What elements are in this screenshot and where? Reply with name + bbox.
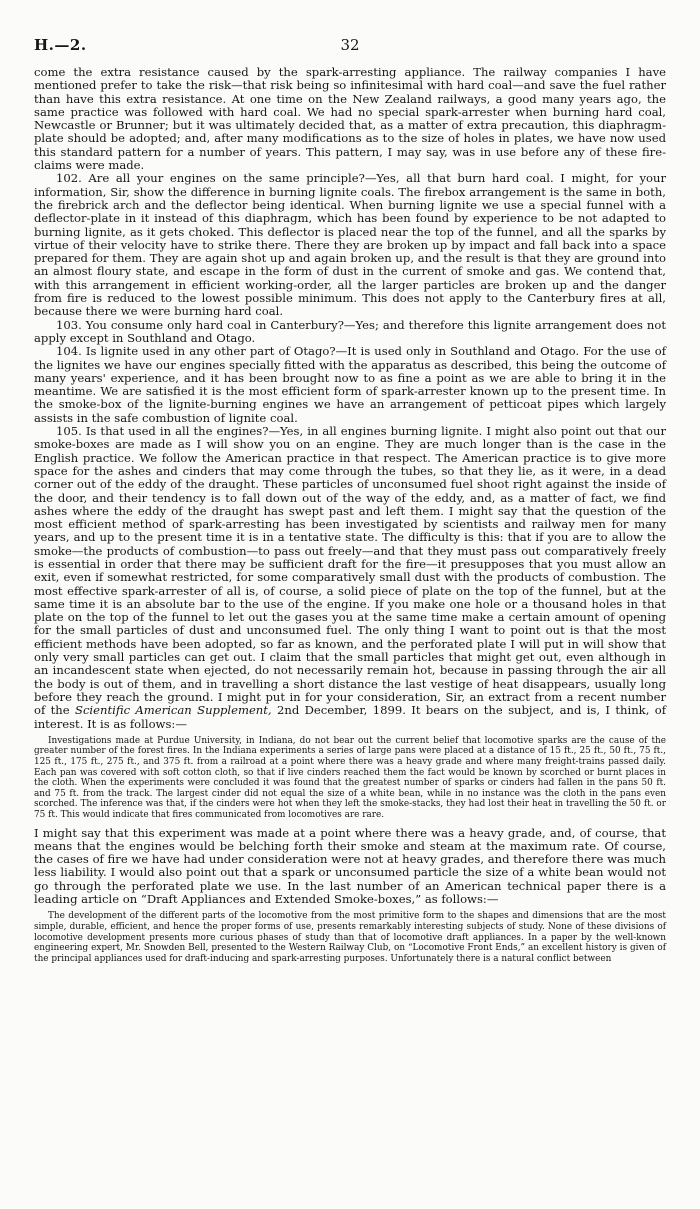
page-header <box>34 36 666 58</box>
paragraph-q105 <box>34 425 666 731</box>
q105-text-end: 2nd December, 1899. It bears on the subject, and is, I think, of interest. It is as follows:— <box>34 703 667 731</box>
paragraph-continuation: come the extra resistance caused by the spark-arresting appliance. The railway companies I have mentioned prefer to take the risk—that risk being so infinitesimal with hard coal—and save the fuel rather than have this extra resistance. At one time on the New Zealand railways, a good many years ago, the same practice was followed with hard coal. We had no special spark-arrester when burning hard coal, Newcastle or Brunner; but it was ultimately decided that, as a matter of extra precaution, this diaphragm-plate should be adopted; and, after many modifications as to the size of holes in plates, we have now used this standard pattern for a number of years. This pattern, I may say, was in use before any of these fire-claims were made. <box>34 65 666 173</box>
q105-text-start: 105. Is that used in all the engines?—Yes, in all engines burning lignite. I might also point out that our smoke-boxes are made as I will show you on an engine. They are much longer than is the case in the English practice. We follow the American practice in that respect. The American practice is to give more space for the ashes and cinders that may come through the tubes, so that they lie, as it were, in a dead corner out of the eddy of the draught. These particles of unconsumed fuel shoot right against the inside of the door, and their tendency is to fall down out of the way of the eddy, and, as a matter of fact, we find ashes where the eddy of the draught has swept past and left them. I might say that the question of the most efficient method of spark-arresting has been investigated by scientists and railway men for many years, and up to the present time it is in a tentative state. The difficulty is this: that if you are to allow the smoke—the products of combustion—to pass out freely—and that they must pass out comparatively freely is essential in order that there may be sufficient draft for the fire—it presupposes that you must allow an exit, even if somewhat restricted, for some comparatively small dust with the products of combustion. The most effective spark-arrester of all is, of course, a solid piece of plate on the top of the funnel, but at the same time it is an absolute bar to the use of the engine. If you make one hole or a thousand holes in that plate on the top of the funnel to let out the gases you at the same time make a certain amount of opening for the small particles of dust and unconsumed fuel. The only thing I want to point out is that the most efficient methods have been adopted, so far as known, and the perforated plate I will put in will show that only very small particles can get out. I claim that the small particles that might get out, even although in an incandescent state when ejected, do not necessarily remain hot, because in passing through the air all the body is out of them, and in travelling a short distance the last vestige of heat disappears, usually long before they reach the ground. I might put in for your consideration, Sir, an extract from a recent number of the <box>34 424 666 718</box>
paragraph-q104: 104. Is lignite used in any other part of Otago?—It is used only in Southland and Otago. For the use of the lignites we have our engines specially fitted with the apparatus as described, this being the outcome of many years' experience, and it has been brought now to as fine a point as we are able to bring it in the meantime. We are satisfied it is the most efficient form of spark-arrester known up to the present time. In the smoke-box of the lignite-burning engines we have an arrangement of petticoat pipes which largely assists in the safe combustion of lignite coal. <box>34 344 666 425</box>
paragraph-after-quote: I might say that this experiment was made at a point where there was a heavy grade, and, of course, that means that the engines would be belching forth their smoke and steam at the maximum rate. Of course, the cases of fire we have had under consideration were not at heavy grades, and therefore there was much less liability. I would also point out that a spark or unconsumed particle the size of a white bean would not go through the perforated plate we use. In the last number of an American technical paper there is a leading article on “Draft Appliances and Extended Smoke-boxes,” as follows:— <box>34 825 666 907</box>
publication-title: Scientific American Supplement, <box>75 703 272 718</box>
paragraph-q102: 102. Are all your engines on the same principle?—Yes, all that burn hard coal. I might, for your information, Sir, show the difference in burning lignite coals. The firebox arrangement is the same in both, the firebrick arch and the deflector being identical. When burning lignite we use a special funnel with a deflector-plate in it instead of this diaphragm, which has been found by experience to be not adapted to burning lignite, as it gets choked. This deflector is placed near the top of the funnel, and all the sparks by virtue of their velocity have to strike there. There they are broken up by impact and fall back into a space prepared for them. They are again shot up and again broken up, and the result is that they are ground into an almost floury state, and escape in the form of dust in the current of smoke and gas. We contend that, with this arrangement in efficient working-order, all the larger particles are broken up and the danger from fire is reduced to the lowest possible minimum. This does not apply to the Canterbury fires at all, because there we were burning hard coal. <box>34 171 666 319</box>
quotation-purdue: Investigations made at Purdue University, in Indiana, do not bear out the current belief that locomotive sparks are the cause of the greater number of the forest fires. In the Indiana experiments a series of large pans were placed at a distance of 15 ft., 25 ft., 50 ft., 75 ft., 125 ft., 175 ft., 275 ft., and 375 ft. from a railroad at a point where there was a heavy grade and where many freight-trains passed daily. Each pan was covered with soft cotton cloth, so that if live cinders reached them the fact would be known by scorched or burnt places in the cloth. When the experiments were concluded it was found that the greatest number of sparks or cinders had fallen in the pans 50 ft. and 75 ft. from the track. The largest cinder did not equal the size of a white bean, while in no instance was the cloth in the pans even scorched. The inference was that, if the cinders were hot when they left the smoke-stacks, they had lost their heat in travelling the 50 ft. or 75 ft. This would indicate that fires communicated from locomotives are rare. <box>34 735 666 820</box>
paper-reference: H.—2. <box>34 36 87 54</box>
quotation-draft-appliances: The development of the different parts of the locomotive from the most primitive form to the shapes and dimensions that are the most simple, durable, efficient, and hence the proper forms of use, presents remarkably interesting subjects of study. None of these divisions of locomotive development presents more curious phases of study than that of locomotive draft appliances. In a paper by the well-known engineering expert, Mr. Snowden Bell, presented to the Western Railway Club, on “Locomotive Front Ends,” an excellent history is given of the principal appliances used for draft-inducing and spark-arresting purposes. Unfortunately there is a natural conflict between <box>34 911 666 964</box>
paragraph-q103: 103. You consume only hard coal in Canterbury?—Yes; and therefore this lignite arrangement does not apply except in Southland and Otago. <box>34 317 666 345</box>
page-number: 32 <box>340 36 360 54</box>
page-body <box>34 66 666 964</box>
